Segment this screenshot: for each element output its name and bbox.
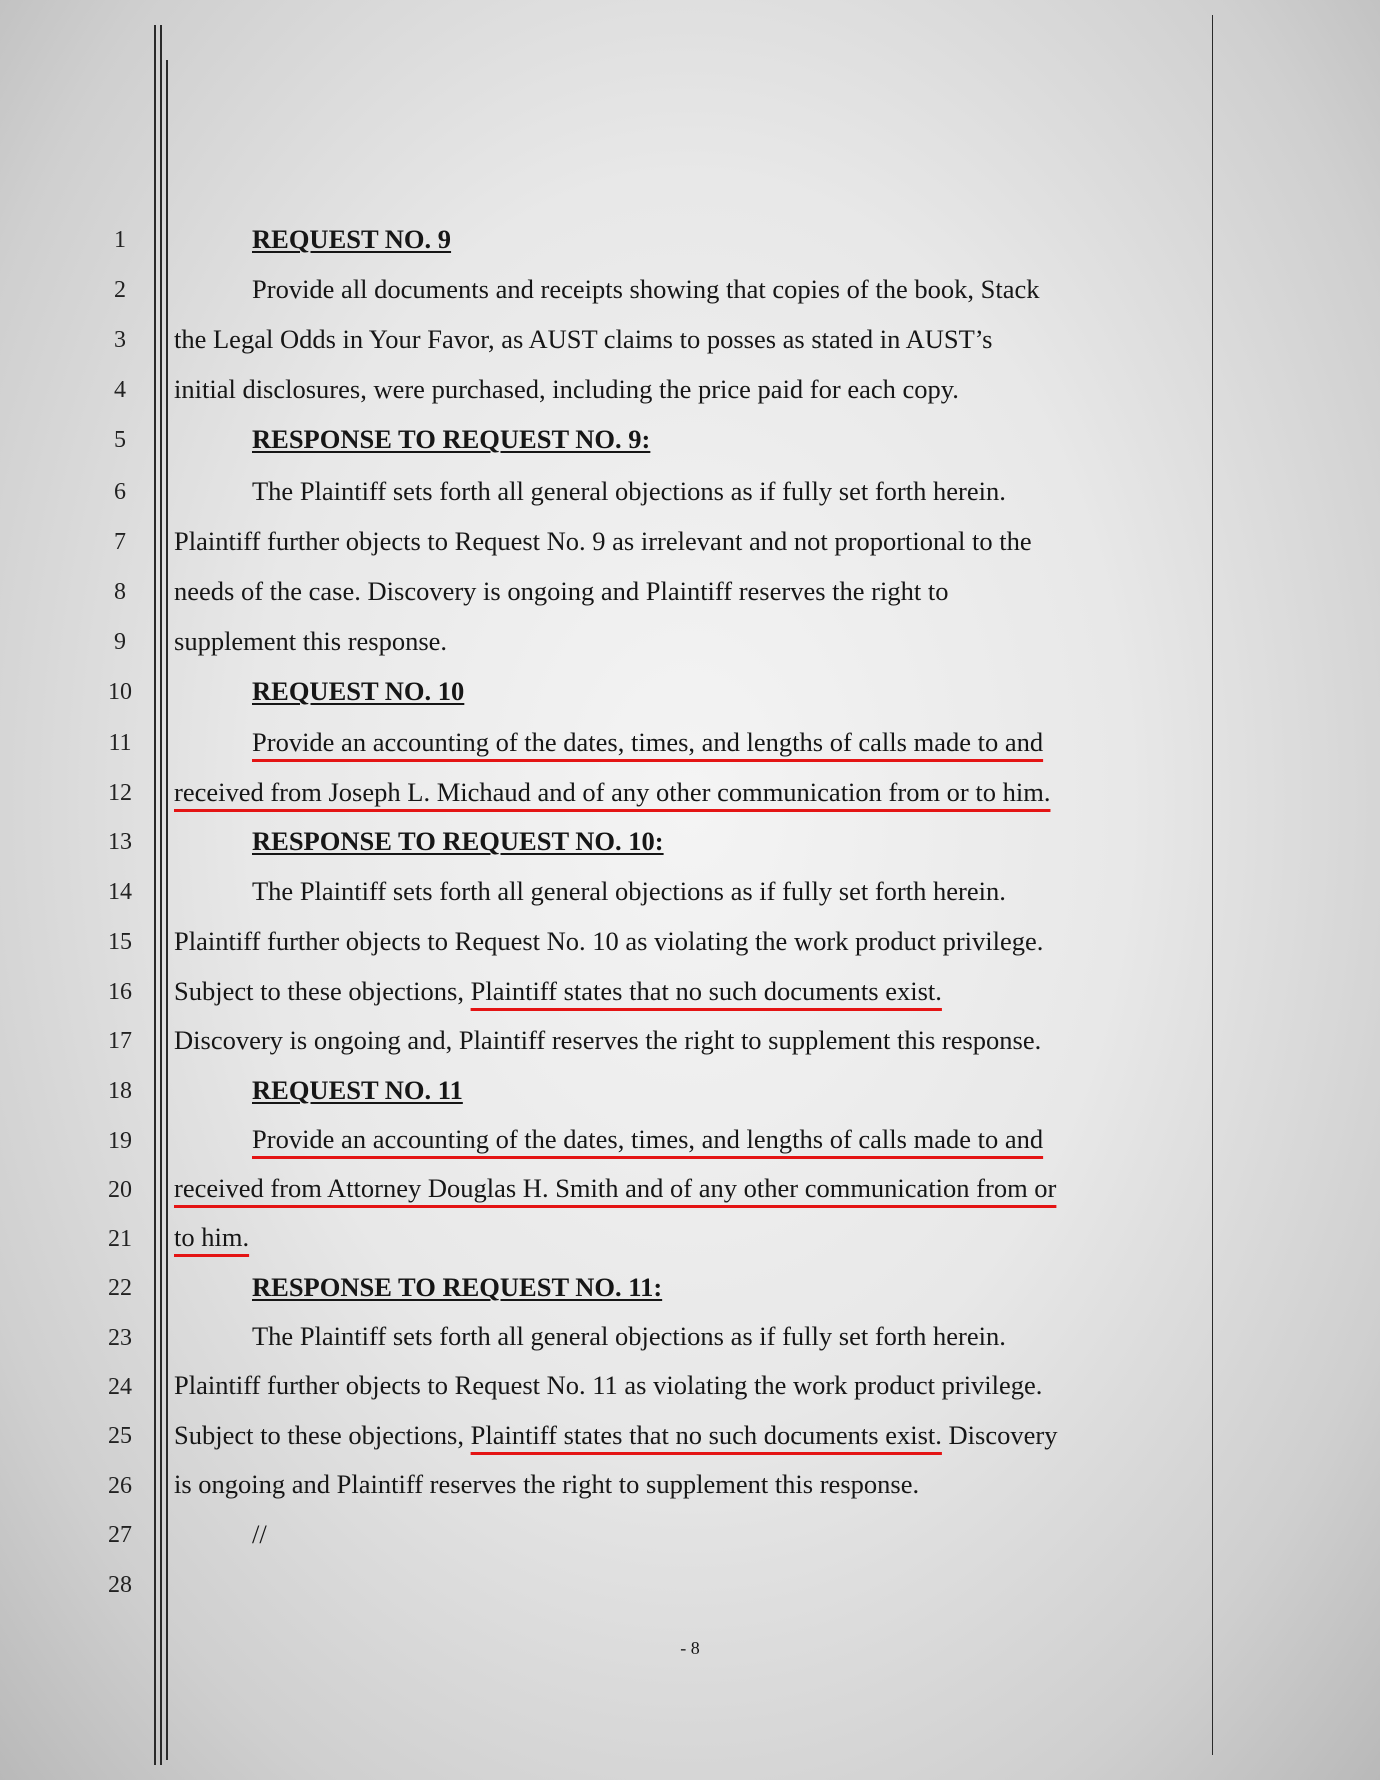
text-line: Provide all documents and receipts showing that copies of the book, Stack xyxy=(252,274,1040,304)
highlighted-text: to him. xyxy=(174,1222,250,1252)
text-line: The Plaintiff sets forth all general objections as if fully set forth herein. xyxy=(252,1321,1006,1351)
line-number: 22 xyxy=(108,1275,132,1301)
text-line: initial disclosures, were purchased, including the price paid for each copy. xyxy=(174,374,959,404)
line-number: 14 xyxy=(108,879,132,905)
text-line xyxy=(174,775,1219,809)
text-line: The Plaintiff sets forth all general objections as if fully set forth herein. xyxy=(252,476,1006,506)
highlighted-text: received from Joseph L. Michaud and of any other communication from or to him. xyxy=(174,777,1051,807)
line-number: 6 xyxy=(114,479,126,505)
text-line: // xyxy=(252,1519,267,1549)
highlighted-text: Provide an accounting of the dates, times, and lengths of calls made to and xyxy=(252,1124,1044,1154)
line-number: 20 xyxy=(108,1177,132,1203)
page-number: - 8 xyxy=(680,1638,700,1658)
text-line: the Legal Odds in Your Favor, as AUST claims to posses as stated in AUST’s xyxy=(174,324,993,354)
left-margin-rule xyxy=(154,25,156,1765)
left-margin-rule xyxy=(166,60,168,1760)
text-line xyxy=(174,725,1297,759)
line-number: 11 xyxy=(108,730,132,756)
line-number: 21 xyxy=(108,1226,132,1252)
text-line: Plaintiff further objects to Request No. 9 as irrelevant and not proportional to the xyxy=(174,526,1032,556)
line-number: 26 xyxy=(108,1473,132,1499)
text-line xyxy=(174,1171,1219,1205)
text-line: is ongoing and Plaintiff reserves the right to supplement this response. xyxy=(174,1469,920,1499)
line-number: 4 xyxy=(114,377,126,403)
line-number: 27 xyxy=(108,1522,132,1548)
text-segment: Subject to these objections, xyxy=(174,1420,471,1450)
request-11-heading: REQUEST NO. 11 xyxy=(252,1075,463,1105)
highlighted-text: Plaintiff states that no such documents exist. xyxy=(470,976,942,1006)
text-line xyxy=(174,1418,1219,1452)
response-11-heading: RESPONSE TO REQUEST NO. 11: xyxy=(252,1272,663,1302)
response-heading xyxy=(174,824,1297,858)
line-number: 18 xyxy=(108,1078,132,1104)
line-number: 7 xyxy=(114,529,126,555)
response-9-heading: RESPONSE TO REQUEST NO. 9: xyxy=(252,424,651,454)
text-line: Plaintiff further objects to Request No. 11 as violating the work product privilege. xyxy=(174,1370,1043,1400)
text-line xyxy=(174,1122,1297,1156)
line-number: 8 xyxy=(114,579,126,605)
line-number: 28 xyxy=(108,1572,132,1598)
text-line xyxy=(174,974,1219,1008)
line-number: 23 xyxy=(108,1325,132,1351)
line-number: 17 xyxy=(108,1028,132,1054)
text-segment: Subject to these objections, xyxy=(174,976,471,1006)
text-line: Discovery is ongoing and, Plaintiff reserves the right to supplement this response. xyxy=(174,1025,1042,1055)
left-margin-rule xyxy=(160,25,162,1765)
text-line: supplement this response. xyxy=(174,626,448,656)
request-9-heading: REQUEST NO. 9 xyxy=(252,224,452,254)
highlighted-text: Plaintiff states that no such documents exist. xyxy=(470,1420,942,1450)
line-number: 13 xyxy=(108,829,132,855)
line-number: 24 xyxy=(108,1374,132,1400)
line-number: 15 xyxy=(108,929,132,955)
text-line: The Plaintiff sets forth all general objections as if fully set forth herein. xyxy=(252,876,1006,906)
response-heading xyxy=(174,1270,1297,1304)
line-number: 1 xyxy=(114,227,126,253)
line-number: 5 xyxy=(114,427,126,453)
line-number: 9 xyxy=(114,629,126,655)
line-number: 10 xyxy=(108,679,132,705)
request-heading xyxy=(174,674,1297,708)
line-number: 16 xyxy=(108,979,132,1005)
text-line xyxy=(174,1220,1219,1254)
highlighted-text: Provide an accounting of the dates, times, and lengths of calls made to and xyxy=(252,727,1044,757)
text-line: needs of the case. Discovery is ongoing and Plaintiff reserves the right to xyxy=(174,576,949,606)
line-number: 2 xyxy=(114,277,126,303)
text-segment: Discovery xyxy=(941,1420,1058,1450)
request-10-heading: REQUEST NO. 10 xyxy=(252,676,465,706)
response-heading xyxy=(174,422,1297,456)
line-number: 3 xyxy=(114,327,126,353)
line-number: 12 xyxy=(108,780,132,806)
response-10-heading: RESPONSE TO REQUEST NO. 10: xyxy=(252,826,664,856)
request-heading xyxy=(174,1073,1297,1107)
line-number: 25 xyxy=(108,1423,132,1449)
highlighted-text: received from Attorney Douglas H. Smith and of any other communication from or xyxy=(174,1173,1057,1203)
line-number: 19 xyxy=(108,1128,132,1154)
request-heading xyxy=(174,222,1297,256)
text-line: Plaintiff further objects to Request No. 10 as violating the work product privilege. xyxy=(174,926,1044,956)
